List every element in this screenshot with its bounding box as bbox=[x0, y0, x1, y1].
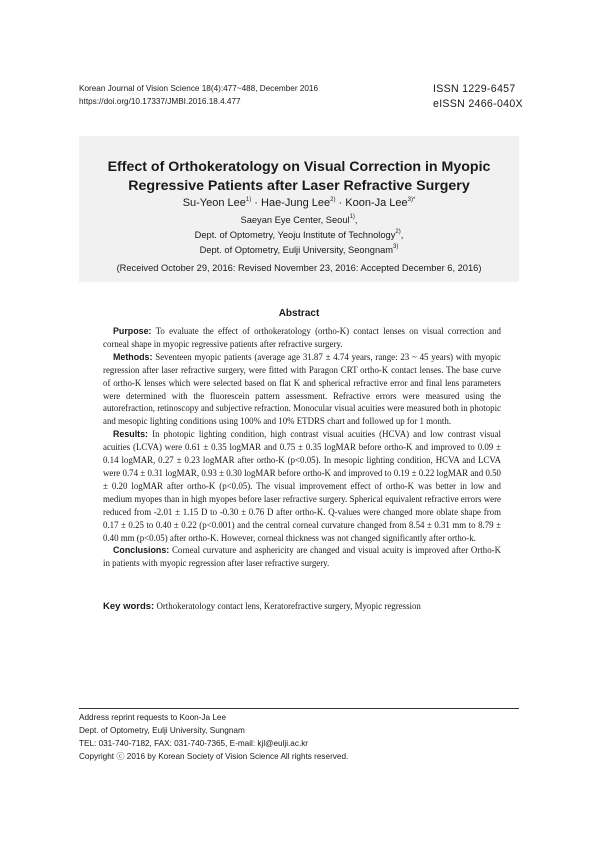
keywords-label: Key words: bbox=[103, 601, 155, 612]
abstract-methods: Methods: Seventeen myopic patients (average age 31.87 ± 4.74 years, range: 23 ~ 45 years) with myopic regression after laser refractive surgery, were fitted with Paragon CRT ortho-K contact lenses. The base curve of ortho-K lenses which were selected based on flat K and spherical refractive error and final lens parameters were determined with the fluorescein pattern assessment. Refractive errors were measured using the autorefraction, retinoscopy and subjective refraction. Monocular visual acuities were measured both in photopic and mesopic lighting conditions using 100% and 10% ETDRS chart and followed up for 1 month. bbox=[103, 351, 501, 427]
affiliation-2: Dept. of Optometry, Yeoju Institute of Technology$^{2)}$, bbox=[194, 229, 404, 240]
received-dates: (Received October 29, 2016: Revised November 23, 2016: Accepted December 6, 2016) bbox=[116, 263, 482, 273]
abstract-results: Results: In photopic lighting condition, high contrast visual acuities (HCVA) and low contrast visual acuities (LCVA) were 0.61 ± 0.35 logMAR and 0.75 ± 0.35 logMAR before ortho-K and improved to 0.09 ± 0.14 logMAR, 0.27 ± 0.23 logMAR after ortho-K (p<0.05). In mesopic lighting condition, HCVA and LCVA were 0.74 ± 0.31 logMAR, 0.93 ± 0.30 logMAR before ortho-K and improved to 0.19 ± 0.22 logMAR and 0.50 ± 0.20 logMAR after ortho-K (p<0.05). The visual improvement effect of ortho-K was better in low and medium myopes than in high myopes before laser refractive surgery. Spherical equivalent refractive errors were reduced from -2.01 ± 1.15 D to -0.30 ± 0.76 D after ortho-K. Q-values were changed more oblate shape from 0.17 ± 0.25 to 0.40 ± 0.22 (p<0.001) and the central corneal curvature changed from 8.54 ± 0.31 mm to 8.79 ± 0.40 mm (p<0.05) after ortho-K. However, corneal thickness was not changed significantly after ortho-k. bbox=[103, 429, 501, 543]
authors: Su-Yeon Lee$^{1)}$ · Hae-Jung Lee$^{2)}$ · Koon-Ja Lee$^{3)*}$ bbox=[182, 197, 416, 209]
issn-block bbox=[433, 82, 523, 112]
author-1: Su-Yeon Lee bbox=[182, 197, 246, 209]
footer-reprint: Address reprint requests to Koon-Ja Lee bbox=[79, 713, 227, 722]
abstract-heading: Abstract bbox=[278, 308, 320, 319]
abstract-purpose: Purpose: To evaluate the effect of orthokeratology (ortho-K) contact lenses on visual correction and corneal shape in myopic regressive patients after refractive surgery. bbox=[103, 326, 501, 349]
footer-copyright: Copyright ⓒ 2016 by Korean Society of Vision Science All rights reserved. bbox=[79, 751, 349, 761]
footer-address: Dept. of Optometry, Eulji University, Sungnam bbox=[79, 725, 245, 735]
paper-title-line-1: Effect of Orthokeratology on Visual Correction in Myopic bbox=[107, 159, 491, 175]
issn: ISSN 1229-6457 bbox=[433, 83, 516, 95]
correspondence-footer bbox=[79, 712, 348, 764]
keywords-text: Orthokeratology contact lens, Keratorefractive surgery, Myopic regression bbox=[154, 601, 421, 611]
abstract-conclusions: Conclusions: Corneal curvature and asphericity are changed and visual acuity is improved after Ortho-K in patients with myopic regression after laser refractive surgery. bbox=[103, 545, 501, 569]
abstract-body bbox=[103, 325, 501, 570]
footer-contact: TEL: 031-740-7182, FAX: 031-740-7365, E-mail: kjl@eulji.ac.kr bbox=[79, 738, 309, 748]
keywords bbox=[103, 601, 503, 612]
journal-citation bbox=[79, 82, 318, 108]
footer-divider bbox=[79, 708, 519, 709]
author-2: · Hae-Jung Lee bbox=[251, 197, 331, 209]
eissn: eISSN 2466-040X bbox=[433, 98, 523, 110]
paper-title-line-2: Regressive Patients after Laser Refractive Surgery bbox=[128, 178, 470, 194]
doi-link[interactable]: https://doi.org/10.17337/JMBI.2016.18.4.477 bbox=[79, 97, 241, 106]
author-3: · Koon-Ja Lee bbox=[335, 197, 408, 209]
journal-info: Korean Journal of Vision Science 18(4):477~488, December 2016 bbox=[79, 84, 319, 93]
affiliation-1: Saeyan Eye Center, Seoul$^{1)}$, bbox=[240, 214, 358, 225]
affiliation-3: Dept. of Optometry, Eulji University, Seongnam$^{3)}$ bbox=[199, 244, 399, 255]
